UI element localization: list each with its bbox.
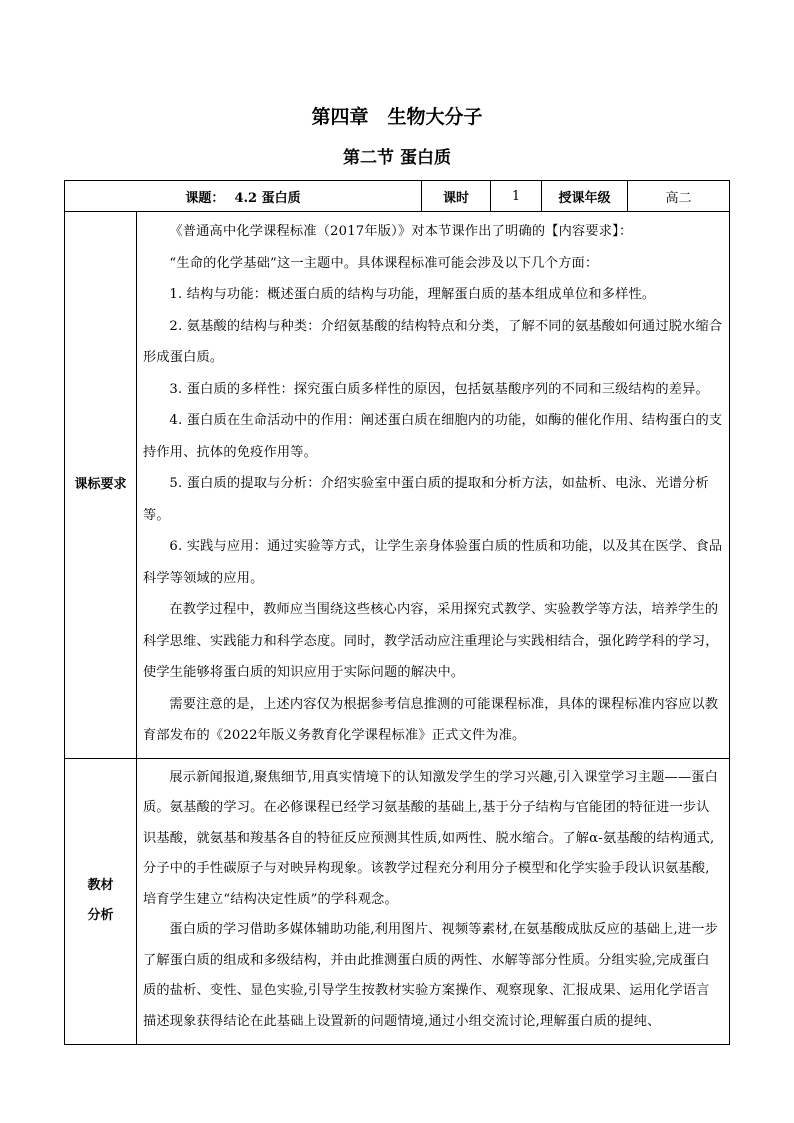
curriculum-paragraph: 2. 氨基酸的结构与种类：介绍氨基酸的结构特点和分类，了解不同的氨基酸如何通过脱水缩合形成蛋白质。 [143,318,723,365]
curriculum-paragraph: “生命的化学基础”这一主题中。具体课程标准可能会涉及以下几个方面： [169,255,599,271]
topic-label: 课题： [185,190,225,206]
curriculum-paragraph: 6. 实践与应用：通过实验等方式，让学生亲身体验蛋白质的性质和功能，以及其在医学、食品科学等领域的应用。 [143,539,723,586]
grade-label: 授课年级 [542,181,628,212]
textbook-label-line: 教材 [87,878,114,893]
textbook-row [65,758,730,1044]
curriculum-paragraph: 4. 蛋白质在生命活动中的作用：阐述蛋白质在细胞内的功能，如酶的催化作用、结构蛋白的支持作用、抗体的免疫作用等。 [143,413,723,460]
hours-label: 课时 [422,181,491,212]
curriculum-label: 课标要求 [65,212,137,759]
curriculum-content [137,212,730,759]
curriculum-row [65,212,730,759]
curriculum-paragraph: 1. 结构与功能：概述蛋白质的结构与功能，理解蛋白质的基本组成单位和多样性。 [169,287,656,302]
topic-value: 4.2 蛋白质 [234,190,301,206]
section-title: 第二节 蛋白质 [343,148,451,168]
curriculum-paragraph: 3. 蛋白质的多样性：探究蛋白质多样性的原因，包括氨基酸序列的不同和三级结构的差异。 [169,381,709,397]
textbook-label-line: 分析 [87,908,114,923]
textbook-label [65,758,137,1044]
topic-cell [65,181,422,212]
hours-value: 1 [491,181,542,212]
curriculum-paragraph: 需要注意的是，上述内容仅为根据参考信息推测的可能课程标准，具体的课程标准内容应以教育部发布的《2022年版义务教育化学课程标准》正式文件为准。 [143,696,719,743]
textbook-content [137,758,730,1044]
textbook-paragraph: 展示新闻报道,聚焦细节,用真实情境下的认知激发学生的学习兴趣,引入课堂学习主题——蛋白质。氨基酸的学习。在必修课程已经学习氨基酸的基础上,基于分子结构与官能团的特征进一步认识基酸，就氨基和羧基各自的特征反应预测其性质,如两性、脱水缩合。了解α-氨基酸的结构通式,分子中的手性碳原子与对映异构现象。该教学过程充分利用分子模型和化学实验手段认识氨基酸,培育学生建立“结构决定性质”的学科观念。 [143,769,719,907]
grade-value: 高二 [628,181,730,212]
textbook-paragraph: 蛋白质的学习借助多媒体辅助功能,利用图片、视频等素材,在氨基酸成肽反应的基础上,进一步了解蛋白质的组成和多级结构，并由此推测蛋白质的两性、水解等部分性质。分组实验,完成蛋白质的盐析、变性、显色实验,引导学生按教材实验方案操作、观察现象、汇报成果、运用化学语言描述现象获得结论在此基础上设置新的问题情境,通过小组交流讨论,理解蛋白质的提纯、 [143,922,719,1029]
curriculum-paragraph: 在教学过程中，教师应当围绕这些核心内容，采用探究式教学、实验教学等方法，培养学生的科学思维、实践能力和科学态度。同时，教学活动应注重理论与实践相结合，强化跨学科的学习，使学生能够将蛋白质的知识应用于实际问题的解决中。 [143,602,719,680]
curriculum-paragraph: 《普通高中化学课程标准（2017年版）》对本节课作出了明确的【内容要求】： [169,224,633,239]
lesson-plan-table [64,180,730,1045]
curriculum-paragraph: 5. 蛋白质的提取与分析：介绍实验室中蛋白质的提取和分析方法，如盐析、电泳、光谱分析等。 [143,476,709,523]
chapter-title: 第四章 生物大分子 [311,106,483,128]
header-row [65,181,730,212]
